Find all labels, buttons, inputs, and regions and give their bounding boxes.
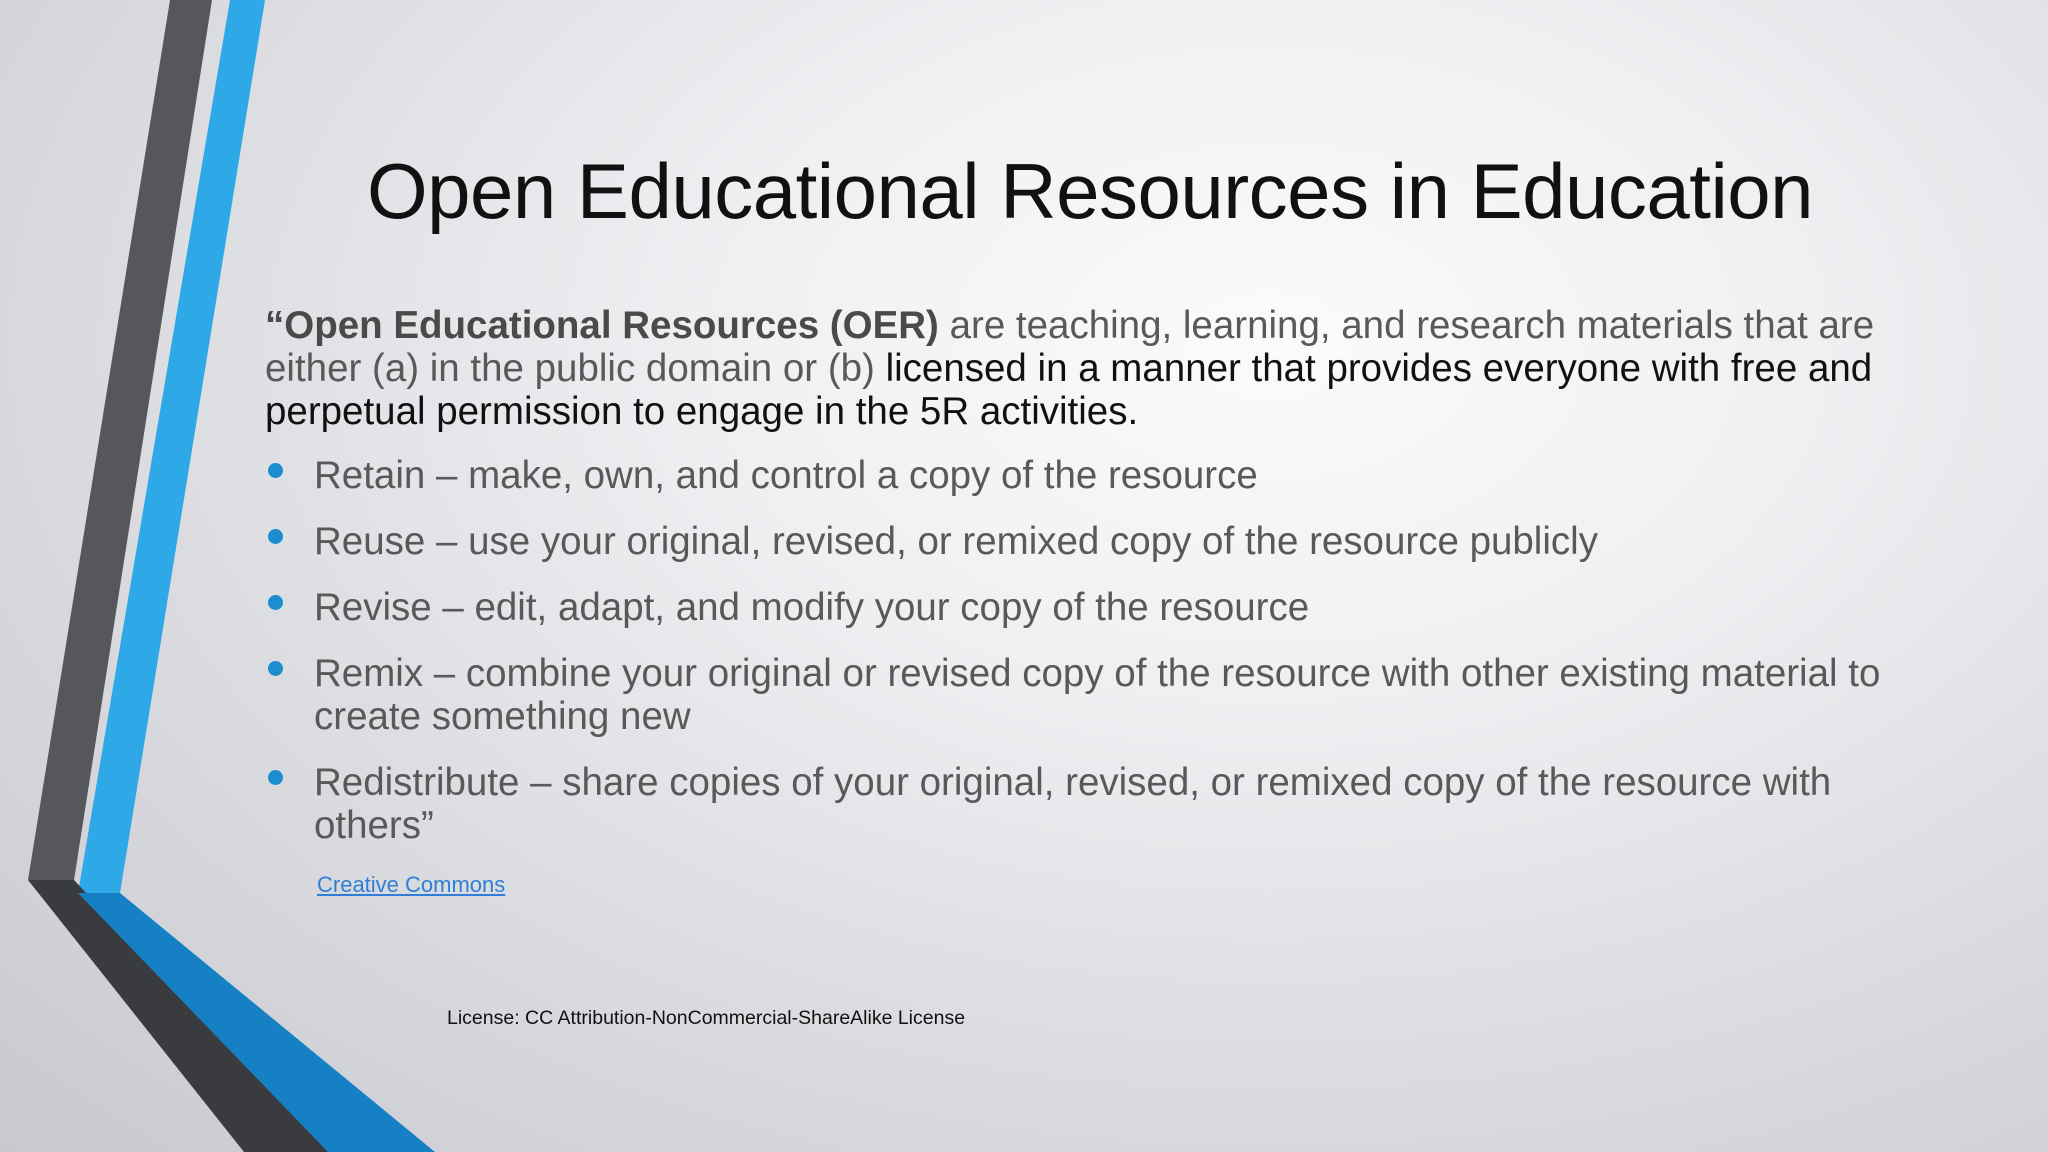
- bullet-dot: [268, 595, 283, 610]
- bullet-dot: [268, 463, 283, 478]
- list-item-text: Redistribute – share copies of your original, revised, or remixed copy of the resource with others”: [314, 761, 1832, 847]
- list-item-revise: [265, 586, 1925, 629]
- definition-lead: “Open Educational Resources (OER): [265, 304, 939, 347]
- dark-stripe-lower: [28, 880, 330, 1152]
- bullet-dot: [268, 529, 283, 544]
- list-item-text: Retain – make, own, and control a copy of the resource: [314, 454, 1258, 497]
- list-item-retain: [265, 454, 1925, 497]
- oer-definition: [265, 304, 1925, 433]
- license-note: License: CC Attribution-NonCommercial-ShareAlike License: [447, 1007, 966, 1029]
- list-item-redistribute: [265, 761, 1925, 847]
- list-item-text: Revise – edit, adapt, and modify your copy of the resource: [314, 586, 1310, 629]
- bullet-dot: [268, 770, 283, 785]
- slide-title: Open Educational Resources in Education: [366, 147, 1814, 235]
- list-item-text: Remix – combine your original or revised copy of the resource with other existing material to create something new: [314, 652, 1881, 738]
- list-item-remix: [265, 652, 1925, 738]
- list-item-reuse: [265, 520, 1925, 563]
- creative-commons-link[interactable]: Creative Commons: [317, 872, 506, 897]
- definition-dark-text: licensed in a manner that provides everyone with free and perpetual permission to engage in the 5R activities.: [265, 347, 1873, 433]
- definition-gray-text: are teaching, learning, and research materials that are either (a) in the public domain or (b): [265, 304, 1875, 390]
- bullet-dot: [268, 661, 283, 676]
- five-r-list: [265, 454, 1925, 870]
- list-item-text: Reuse – use your original, revised, or remixed copy of the resource publicly: [314, 520, 1598, 563]
